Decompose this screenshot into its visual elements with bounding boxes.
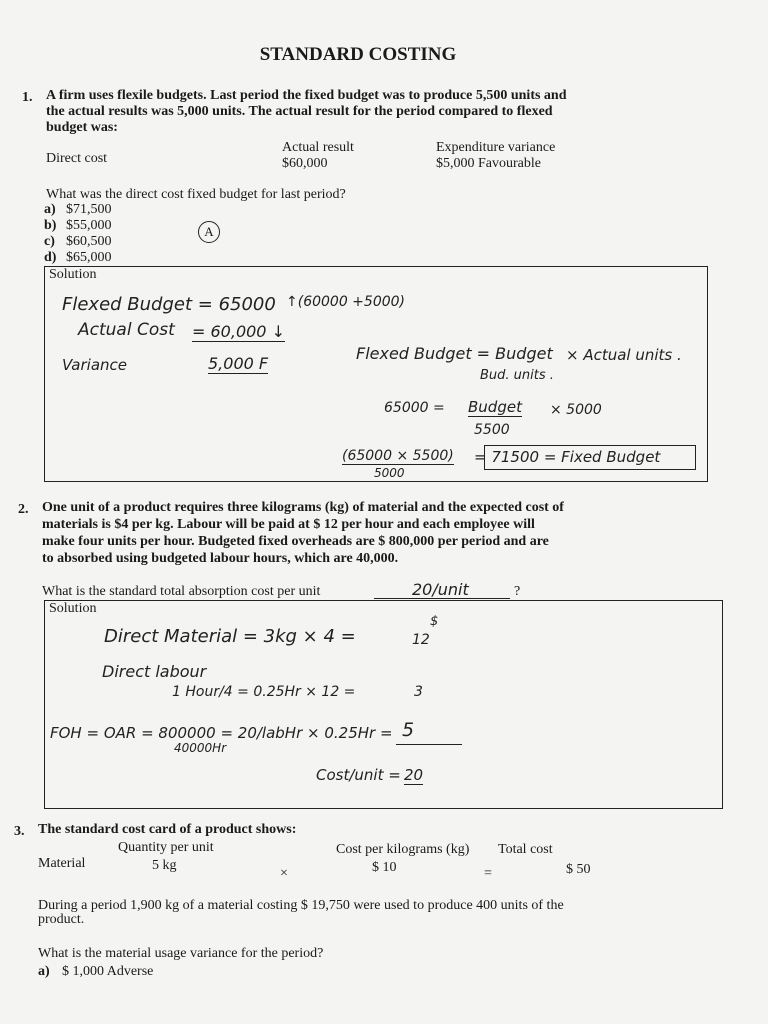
q3-row-label: Material [38, 856, 86, 871]
q2-question-mark: ? [514, 584, 521, 599]
q2-line-4: to absorbed using budgeted labour hours, which are 40,000. [42, 551, 399, 566]
q2-hand-dollar: $ [430, 614, 439, 629]
q3-para-line-2: product. [38, 912, 85, 927]
q2-hand-dm-value: 12 [412, 632, 430, 648]
q3-option-a-label: a) [38, 964, 50, 979]
q2-line-2: materials is $4 per kg. Labour will be paid at $ 12 per hour and each employee will [42, 517, 535, 532]
q2-hand-cost-value: 20 [404, 766, 424, 784]
q1-option-b: $55,000 [66, 218, 112, 233]
q2-hand-direct-material: Direct Material = 3kg × 4 = [104, 626, 356, 647]
q1-hand-formula1b: × Actual units . [566, 346, 682, 364]
q1-option-b-label: b) [44, 218, 57, 233]
q1-hand-formula3b: Budget [468, 398, 522, 416]
q2-hand-labour-calc: 1 Hour/4 = 0.25Hr × 12 = [172, 684, 356, 700]
q1-actual-value: $60,000 [282, 156, 328, 171]
q1-hand-line1b: ↑(60000 +5000) [286, 294, 405, 310]
q1-variance-value: $5,000 Favourable [436, 156, 541, 171]
q2-line-1: One unit of a product requires three kilograms (kg) of material and the expected cost of [42, 500, 564, 515]
q1-option-a: $71,500 [66, 202, 112, 217]
q3-para-line-1: During a period 1,900 kg of a material costing $ 19,750 were used to produce 400 units of the [38, 898, 564, 913]
q1-option-c: $60,500 [66, 234, 112, 249]
q1-hand-line2a: Actual Cost [78, 320, 175, 340]
q1-header-variance: Expenditure variance [436, 140, 556, 155]
q2-hand-cost-label: Cost/unit = [316, 766, 401, 784]
q1-hand-formula3c: × 5000 [550, 402, 602, 418]
q1-option-a-label: a) [44, 202, 56, 217]
q1-hand-formula6: 5000 [374, 466, 405, 480]
q2-answer: 20/unit [412, 580, 469, 599]
q2-total-rule [396, 744, 462, 745]
q1-option-d: $65,000 [66, 250, 112, 265]
q2-hand-direct-labour: Direct labour [102, 662, 207, 681]
q2-line-3: make four units per hour. Budgeted fixed overheads are $ 800,000 per period and are [42, 534, 549, 549]
q3-row-total: $ 50 [566, 862, 591, 877]
q1-line-1: A firm uses flexile budgets. Last period the fixed budget was to produce 5,500 units and [46, 88, 567, 103]
q3-header-total: Total cost [498, 842, 553, 857]
q1-hand-line3b: 5,000 F [208, 354, 269, 373]
q3-line: The standard cost card of a product shows: [38, 822, 297, 837]
q3-header-cost: Cost per kilograms (kg) [336, 842, 470, 857]
q3-row-times: × [280, 866, 288, 881]
q3-row-cost: $ 10 [372, 860, 397, 875]
q2-hand-foh-value: 5 [402, 719, 415, 741]
q1-line-2: the actual results was 5,000 units. The actual result for the period compared to flexed [46, 104, 553, 119]
q2-hand-foh-denominator: 40000Hr [174, 741, 227, 755]
q1-hand-line2b: = 60,000 ↓ [192, 322, 285, 341]
q1-hand-formula1: Flexed Budget = Budget [356, 344, 553, 363]
q1-option-d-label: d) [44, 250, 57, 265]
q3-row-qty: 5 kg [152, 858, 177, 873]
q2-hand-labour-value: 3 [414, 684, 423, 700]
q1-header-actual: Actual result [282, 140, 354, 155]
q3-number: 3. [14, 824, 25, 839]
q1-hand-line3a: Variance [62, 356, 128, 374]
q2-number: 2. [18, 502, 29, 517]
q1-fixed-budget-box [484, 445, 696, 470]
q1-hand-formula5b: = 71500 = Fixed Budget [474, 448, 661, 466]
q3-option-a: $ 1,000 Adverse [62, 964, 154, 979]
q3-header-quantity: Quantity per unit [118, 840, 214, 855]
q2-hand-foh: FOH = OAR = 800000 = 20/labHr × 0.25Hr = [50, 724, 393, 742]
q1-option-c-label: c) [44, 234, 55, 249]
q2-solution-label: Solution [49, 601, 97, 616]
page-title: STANDARD COSTING [259, 44, 457, 65]
q1-hand-formula5a: (65000 × 5500) [342, 448, 454, 464]
q3-row-equals: = [484, 866, 492, 881]
q2-question: What is the standard total absorption cost per unit [42, 584, 321, 599]
q1-hand-formula4: 5500 [474, 422, 510, 438]
q1-number: 1. [22, 90, 33, 105]
q1-hand-formula3a: 65000 = [384, 400, 445, 416]
q1-hand-line1: Flexed Budget = 65000 [62, 294, 276, 315]
q1-circled-answer: A [198, 221, 220, 243]
q1-hand-formula2: Bud. units . [480, 368, 554, 383]
q1-line-3: budget was: [46, 120, 118, 135]
q3-question: What is the material usage variance for the period? [38, 946, 324, 961]
q1-row-label: Direct cost [46, 151, 108, 166]
q1-solution-label: Solution [49, 267, 97, 282]
q1-question: What was the direct cost fixed budget for last period? [46, 187, 346, 202]
